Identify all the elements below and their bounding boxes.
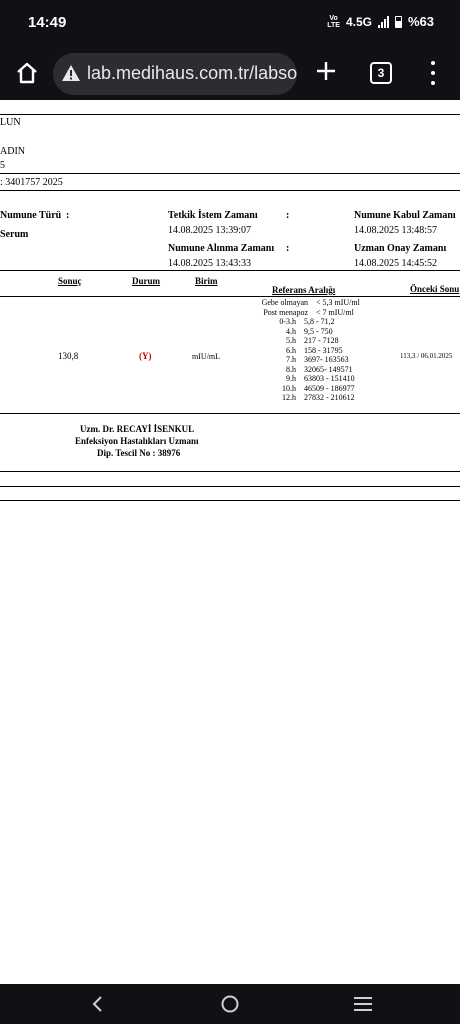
signal-icon [378,16,389,28]
navigation-bar [0,984,460,1024]
collect-time-value: 14.08.2025 13:43:33 [168,258,252,269]
approve-time-value: 14.08.2025 14:45:52 [354,258,438,269]
collect-time-colon: : [286,243,290,254]
recent-apps-icon[interactable] [352,994,374,1014]
battery-percent: %63 [407,14,434,29]
doctor-name: Uzm. Dr. RECAYİ İSENKUL [80,424,195,434]
reference-row: 10.h 46509 - 186977 [282,383,355,393]
reference-row: 9.h 63803 - 151410 [286,374,355,383]
divider [0,270,460,271]
divider [0,500,460,501]
divider [0,190,460,191]
result-status-flag: (Y) [139,351,152,361]
request-time-colon: : [286,210,290,221]
home-nav-icon[interactable] [220,994,240,1014]
reference-row: 4.h 9,5 - 750 [286,326,333,336]
previous-header: Önceki Sonu [410,284,460,294]
reference-row: 0-3.h 5,8 - 71,2 [279,317,335,326]
result-value: 130,8 [58,351,79,361]
browser-toolbar [0,48,460,100]
reference-row: 5.h 217 - 7128 [286,336,339,345]
reference-row: Gebe olmayan < 5,3 mIU/ml [261,298,360,307]
sample-type-value: Serum [0,229,29,240]
request-time-label: Tetkik İstem Zamanı [168,210,258,221]
status-header: Durum [132,276,161,286]
reference-row: Post menapoz < 7 mIU/ml [263,307,354,317]
result-unit: mIU/mL [192,352,220,361]
result-header: Sonuç [58,276,82,286]
accept-time-value: 14.08.2025 13:48:57 [354,225,438,236]
divider [0,114,460,115]
divider [0,296,460,297]
tab-switcher-button[interactable]: 3 [370,62,392,84]
new-tab-icon[interactable] [314,59,338,83]
accept-time-label: Numune Kabul Zamanı [354,210,456,221]
reference-row: 8.h 32065- 149571 [286,364,353,374]
divider [0,413,460,414]
url-text[interactable]: lab.medihaus.com.tr/labso [87,63,297,83]
divider [0,173,460,174]
previous-result: 113,3 / 06.01.2025 [400,352,453,360]
patient-age: 5 [0,160,5,171]
doctor-title: Enfeksiyon Hastalıkları Uzmanı [75,436,199,446]
status-icons [327,14,434,29]
sample-type-colon: : [66,210,70,221]
reference-header: Referans Aralığı [272,285,336,295]
warning-icon[interactable] [61,63,81,83]
divider [0,486,460,487]
lab-report [0,100,460,984]
doctor-registry: Dip. Tescil No : 38976 [97,448,181,458]
address-bar[interactable] [53,53,297,95]
home-icon[interactable] [14,60,40,86]
patient-gender: ADIN [0,146,25,157]
network-type: 4.5G [345,14,372,29]
collect-time-label: Numune Alınma Zamanı [168,243,275,254]
unit-header: Birim [195,276,218,286]
reference-ranges [248,298,378,403]
reference-row: 7.h 3697- 163563 [286,355,349,364]
patient-name: LUN [0,117,21,128]
battery-icon [395,16,402,28]
sample-type-label: Numune Türü [0,210,62,221]
volte-icon: Vo LTE [327,14,340,29]
divider [0,471,460,472]
status-bar [0,0,460,48]
patient-id: : 3401757 2025 [0,177,63,188]
request-time-value: 14.08.2025 13:39:07 [168,225,252,236]
reference-row: 6.h 158 - 31795 [286,345,343,355]
more-menu-icon[interactable] [426,61,440,85]
status-time: 14:49 [28,14,67,31]
back-icon[interactable] [88,994,108,1014]
approve-time-label: Uzman Onay Zamanı [354,243,447,254]
reference-row: 12.h 27832 - 210612 [282,393,355,402]
